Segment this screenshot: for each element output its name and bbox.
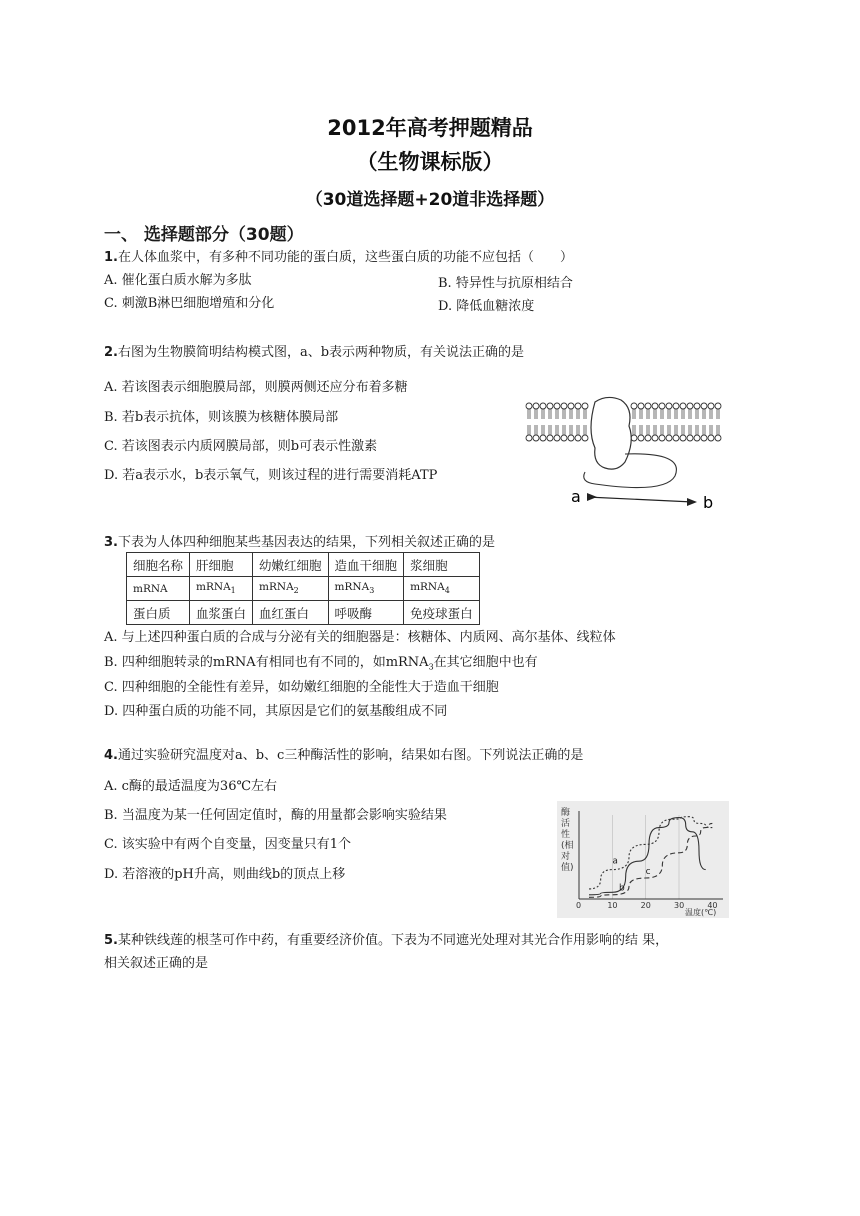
lipid-tail bbox=[542, 425, 544, 435]
question-4-stem bbox=[104, 747, 583, 765]
series-label-a: a bbox=[612, 856, 618, 867]
transport-arrow bbox=[587, 497, 693, 502]
lipid-tail bbox=[528, 409, 530, 419]
table-cell bbox=[190, 577, 253, 601]
question-1-stem bbox=[104, 249, 573, 267]
lipid-tail bbox=[654, 409, 656, 419]
lipid-tail bbox=[654, 425, 656, 435]
lipid-head bbox=[638, 435, 644, 441]
q3-option-a: A. 与上述四种蛋白质的合成与分泌有关的细胞器是：核糖体、内质网、高尔基体、线粒体 bbox=[104, 630, 616, 645]
lipid-tail bbox=[682, 409, 684, 419]
table-cell: 细胞名称 bbox=[127, 553, 190, 577]
table-cell: 肝细胞 bbox=[190, 553, 253, 577]
label-a: a bbox=[571, 487, 581, 506]
lipid-head bbox=[582, 435, 588, 441]
lipid-tail bbox=[696, 409, 698, 419]
lipid-tail bbox=[556, 425, 558, 435]
lipid-head bbox=[568, 435, 574, 441]
question-5-stem-continued: 相关叙述正确的是 bbox=[104, 956, 209, 971]
lipid-tail bbox=[661, 409, 663, 419]
table-cell bbox=[127, 577, 190, 601]
lipid-tail bbox=[570, 425, 572, 435]
x-tick-label: 20 bbox=[640, 901, 651, 910]
question-5-stem bbox=[104, 932, 668, 950]
q3-option-c: C. 四种细胞的全能性有差异，如幼嫩红细胞的全能性大于造血干细胞 bbox=[104, 680, 499, 695]
lipid-tail bbox=[549, 425, 551, 435]
arrow-head-b bbox=[687, 498, 697, 506]
lipid-tail bbox=[696, 425, 698, 435]
table-row bbox=[127, 553, 480, 577]
lipid-head bbox=[526, 403, 532, 409]
arrow-head-a bbox=[587, 493, 597, 501]
question-2-number: 2. bbox=[104, 345, 118, 360]
lipid-tail bbox=[640, 425, 642, 435]
lipid-head bbox=[708, 435, 714, 441]
question-5-text: 某种铁线莲的根茎可作中药，有重要经济价值。下表为不同遮光处理对其光合作用影响的结 果， bbox=[117, 933, 669, 948]
lipid-head bbox=[694, 435, 700, 441]
question-2-text: 右图为生物膜简明结构模式图，a、b表示两种物质，有关说法正确的是 bbox=[117, 345, 525, 360]
lipid-head bbox=[666, 403, 672, 409]
lipid-head bbox=[645, 403, 651, 409]
lipid-tail bbox=[668, 425, 670, 435]
lipid-head bbox=[652, 403, 658, 409]
enzyme-activity-chart bbox=[557, 801, 729, 918]
lipid-head bbox=[561, 403, 567, 409]
y-label-part: 对 bbox=[561, 852, 571, 862]
lipid-tail bbox=[535, 425, 537, 435]
lipid-tail bbox=[689, 425, 691, 435]
lipid-tail bbox=[717, 409, 719, 419]
question-4-number: 4. bbox=[104, 748, 118, 763]
gene-expression-table bbox=[126, 552, 480, 625]
lipid-tail bbox=[570, 409, 572, 419]
lipid-head bbox=[547, 435, 553, 441]
lipid-head bbox=[554, 435, 560, 441]
lipid-tail bbox=[577, 409, 579, 419]
lipid-head bbox=[582, 403, 588, 409]
table-cell: 幼嫩红细胞 bbox=[253, 553, 329, 577]
lipid-tail bbox=[535, 409, 537, 419]
page-title: 2012年高考押题精品 bbox=[327, 116, 533, 140]
q2-option-b: B. 若b表示抗体，则该膜为核糖体膜局部 bbox=[104, 410, 339, 425]
cell-text: mRNA bbox=[196, 581, 231, 594]
lipid-tail bbox=[717, 425, 719, 435]
table-cell: 蛋白质 bbox=[127, 601, 190, 625]
lipid-head bbox=[540, 435, 546, 441]
subscript: 3 bbox=[428, 662, 434, 672]
table-cell bbox=[328, 577, 404, 601]
lipid-tail bbox=[689, 409, 691, 419]
q4-option-a: A. c酶的最适温度为36℃左右 bbox=[104, 779, 278, 794]
x-tick-label: 30 bbox=[674, 901, 685, 910]
lipid-tail bbox=[528, 425, 530, 435]
lipid-head bbox=[701, 435, 707, 441]
lipid-head bbox=[568, 403, 574, 409]
lipid-head bbox=[631, 403, 637, 409]
cell-text: mRNA bbox=[334, 581, 370, 594]
lipid-head bbox=[575, 435, 581, 441]
lipid-head bbox=[638, 403, 644, 409]
lipid-tail bbox=[647, 425, 649, 435]
series-label-c: c bbox=[645, 866, 651, 877]
q3-option-d: D. 四种蛋白质的功能不同，其原因是它们的氨基酸组成不同 bbox=[104, 704, 448, 719]
lipid-head bbox=[680, 435, 686, 441]
lipid-head bbox=[533, 435, 539, 441]
lipid-tail bbox=[703, 409, 705, 419]
table-cell: 呼吸酶 bbox=[328, 601, 404, 625]
lipid-tail bbox=[542, 409, 544, 419]
table-cell: 造血干细胞 bbox=[328, 553, 404, 577]
lipid-tail bbox=[675, 409, 677, 419]
lipid-tail bbox=[584, 409, 586, 419]
membrane-diagram bbox=[525, 392, 725, 517]
table-cell: 血浆蛋白 bbox=[190, 601, 253, 625]
table-row bbox=[127, 577, 480, 601]
question-3-number: 3. bbox=[104, 535, 118, 550]
lipid-head bbox=[694, 403, 700, 409]
lipid-tail bbox=[584, 425, 586, 435]
lipid-head bbox=[631, 435, 637, 441]
x-tick-label: 0 bbox=[576, 901, 582, 910]
lipid-tail bbox=[647, 409, 649, 419]
table-cell bbox=[404, 577, 480, 601]
x-tick-label: 10 bbox=[607, 901, 618, 910]
q1-option-b: B. 特异性与抗原相结合 bbox=[438, 276, 573, 291]
y-label-part: 酶 bbox=[561, 808, 571, 818]
q1-option-a: A. 催化蛋白质水解为多肽 bbox=[104, 273, 252, 288]
question-2-stem bbox=[104, 344, 524, 362]
lipid-tail bbox=[710, 425, 712, 435]
lipid-head bbox=[701, 403, 707, 409]
y-label-part: 活 bbox=[561, 819, 571, 829]
y-label-part: 性 bbox=[561, 830, 571, 840]
lipid-tail bbox=[703, 425, 705, 435]
y-label-part: (相 bbox=[561, 841, 574, 851]
lipid-head bbox=[708, 403, 714, 409]
q3-option-b bbox=[104, 654, 538, 677]
lipid-tail bbox=[563, 409, 565, 419]
lipid-head bbox=[715, 403, 721, 409]
table-cell: 血红蛋白 bbox=[253, 601, 329, 625]
lipid-head bbox=[533, 403, 539, 409]
lipid-tail bbox=[633, 409, 635, 419]
section-heading: 一、 选择题部分（30题） bbox=[104, 225, 304, 245]
lipid-tail bbox=[640, 409, 642, 419]
question-1-text: 在人体血浆中，有多种不同功能的蛋白质，这些蛋白质的功能不应包括（ ） bbox=[117, 250, 573, 265]
lipid-tail bbox=[556, 409, 558, 419]
table-cell: 免疫球蛋白 bbox=[404, 601, 480, 625]
lipid-tail bbox=[682, 425, 684, 435]
lipid-head bbox=[526, 435, 532, 441]
table-row bbox=[127, 601, 480, 625]
table-cell bbox=[253, 577, 329, 601]
series-label-b: b bbox=[619, 883, 625, 894]
lipid-head bbox=[547, 403, 553, 409]
lipid-head bbox=[652, 435, 658, 441]
lipid-head bbox=[687, 403, 693, 409]
q3-option-b-text: B. 四种细胞转录的mRNA有相同也有不同的，如mRNA bbox=[104, 655, 429, 670]
lipid-tail bbox=[710, 409, 712, 419]
lipid-head bbox=[687, 435, 693, 441]
question-4-text: 通过实验研究温度对a、b、c三种酶活性的影响，结果如右图。下列说法正确的是 bbox=[117, 748, 584, 763]
lipid-head bbox=[561, 435, 567, 441]
lipid-head bbox=[659, 435, 665, 441]
q3-option-b-tail: 在其它细胞中也有 bbox=[433, 655, 538, 670]
question-5-number: 5. bbox=[104, 933, 118, 948]
lipid-head bbox=[680, 403, 686, 409]
lipid-head bbox=[659, 403, 665, 409]
cell-text: mRNA bbox=[133, 582, 168, 595]
lipid-tail bbox=[675, 425, 677, 435]
lipid-head bbox=[673, 403, 679, 409]
q4-option-c: C. 该实验中有两个自变量，因变量只有1个 bbox=[104, 837, 352, 852]
subscript: 4 bbox=[444, 586, 450, 596]
x-tick-label: 40 bbox=[707, 901, 718, 910]
question-3-stem bbox=[104, 534, 495, 552]
q4-option-b: B. 当温度为某一任何固定值时，酶的用量都会影响实验结果 bbox=[104, 808, 447, 823]
lipid-head bbox=[715, 435, 721, 441]
membrane-protein bbox=[591, 397, 631, 469]
q4-option-d: D. 若溶液的pH升高，则曲线b的顶点上移 bbox=[104, 867, 346, 882]
y-label-part: 值) bbox=[561, 863, 574, 873]
lipid-tail bbox=[633, 425, 635, 435]
lipid-head bbox=[540, 403, 546, 409]
lipid-head bbox=[575, 403, 581, 409]
subscript: 3 bbox=[369, 586, 375, 596]
q2-option-c: C. 若该图表示内质网膜局部，则b可表示性激素 bbox=[104, 439, 378, 454]
lipid-tail bbox=[661, 425, 663, 435]
lipid-tail bbox=[563, 425, 565, 435]
question-3-text: 下表为人体四种细胞某些基因表达的结果，下列相关叙述正确的是 bbox=[117, 535, 495, 550]
subscript: 2 bbox=[293, 586, 299, 596]
subscript: 1 bbox=[230, 586, 236, 596]
q1-option-d: D. 降低血糖浓度 bbox=[438, 299, 535, 314]
x-axis-label: 温度(℃) bbox=[685, 908, 717, 917]
q1-option-c: C. 刺激B淋巴细胞增殖和分化 bbox=[104, 296, 275, 311]
cell-text: mRNA bbox=[259, 581, 294, 594]
question-1-number: 1. bbox=[104, 250, 118, 265]
page-subtitle: （生物课标版） bbox=[356, 150, 504, 174]
q2-option-d: D. 若a表示水，b表示氧气，则该过程的进行需要消耗ATP bbox=[104, 468, 438, 483]
table-cell: 浆细胞 bbox=[404, 553, 480, 577]
lipid-tail bbox=[668, 409, 670, 419]
cell-text: mRNA bbox=[410, 581, 445, 594]
label-b: b bbox=[703, 493, 714, 512]
q2-option-a: A. 若该图表示细胞膜局部，则膜两侧还应分布着多糖 bbox=[104, 380, 408, 395]
lipid-tail bbox=[577, 425, 579, 435]
lipid-head bbox=[554, 403, 560, 409]
lipid-head bbox=[666, 435, 672, 441]
lipid-tail bbox=[549, 409, 551, 419]
lipid-head bbox=[673, 435, 679, 441]
lipid-head bbox=[645, 435, 651, 441]
question-count-subtitle: （30道选择题+20道非选择题） bbox=[305, 190, 555, 210]
